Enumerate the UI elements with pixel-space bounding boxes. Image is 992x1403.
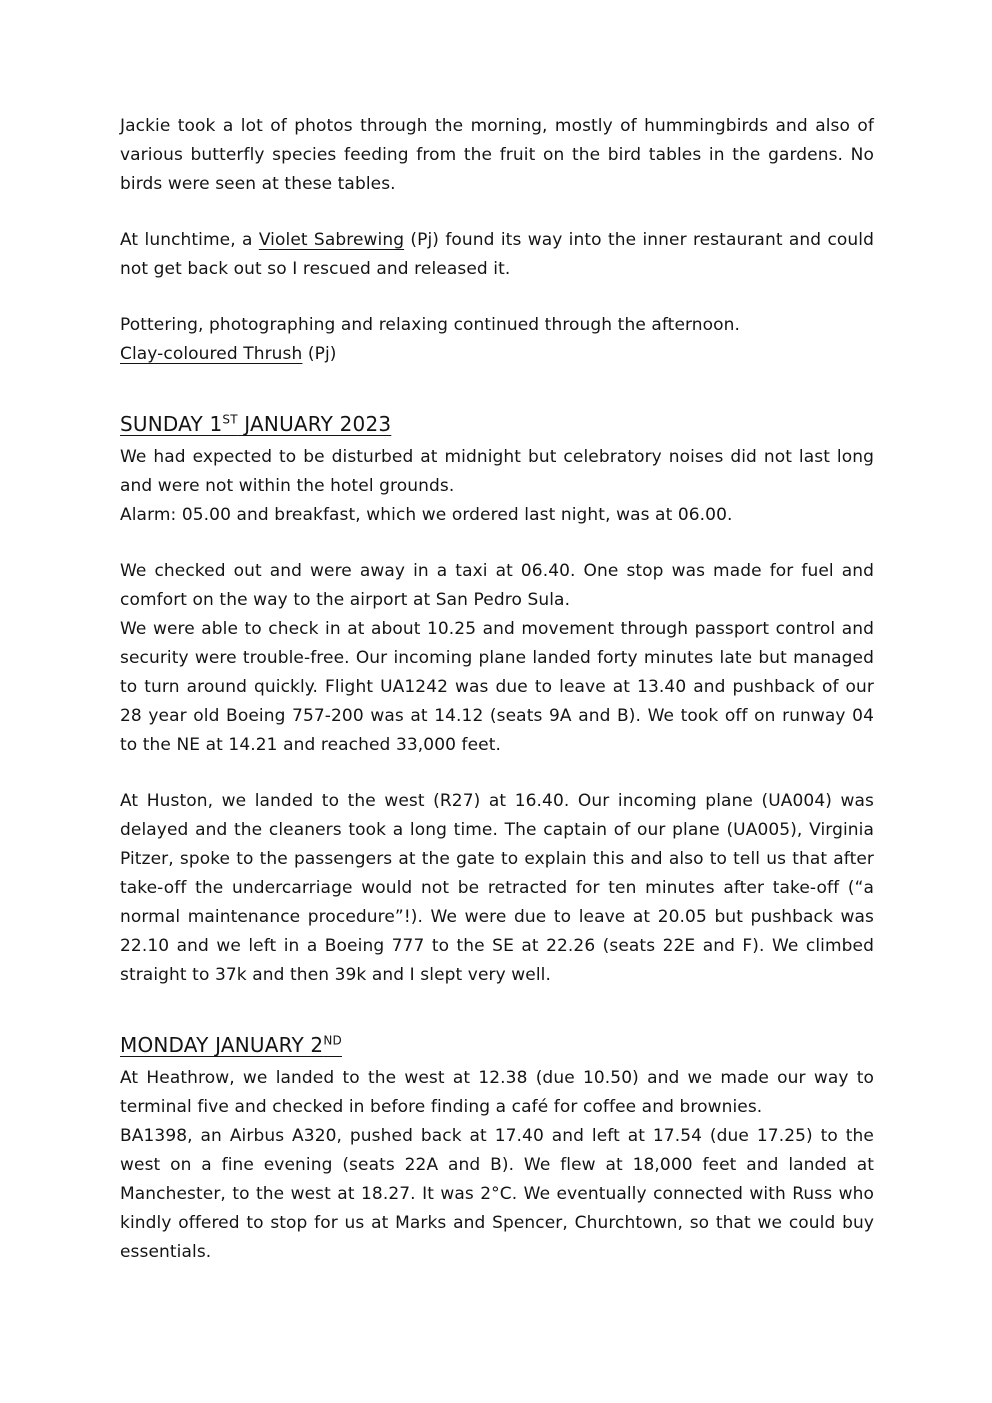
ordinal-superscript: ST (222, 412, 238, 427)
paragraph-text: BA1398, an Airbus A320, pushed back at 17.40 and left at 17.54 (due 17.25) to the west on a fine evening (seats 22A and B). We flew at 18,000 feet and landed at Manchester, to the west at 18.27. It was 2°C. We eventually connected with Russ who kindly offered to stop for us at Marks and Spencer, Churchtown, so that we could buy essentials. (120, 1126, 874, 1262)
paragraph-violet-sabrewing (120, 226, 874, 284)
paragraph-text: At Heathrow, we landed to the west at 12.38 (due 10.50) and we made our way to terminal five and checked in before finding a café for coffee and brownies. (120, 1068, 874, 1117)
heading-text: JANUARY 2023 (237, 412, 392, 436)
paragraph-text: Alarm: 05.00 and breakfast, which we ordered last night, was at 06.00. (120, 505, 733, 525)
paragraph-text (120, 226, 874, 284)
paragraph-text: We had expected to be disturbed at midnight but celebratory noises did not last long and were not within the hotel grounds. (120, 447, 874, 496)
species-name-violet-sabrewing: Violet Sabrewing (258, 230, 405, 250)
paragraph-text: Jackie took a lot of photos through the morning, mostly of hummingbirds and also of various butterfly species feeding from the fruit on the bird tables in the gardens. No birds were seen at these tables. (120, 116, 874, 194)
paragraph-huston (120, 787, 874, 990)
heading-underline (120, 412, 391, 436)
text-segment: At lunchtime, a (120, 230, 259, 250)
heading-underline (120, 1033, 342, 1057)
paragraph-text: Pottering, photographing and relaxing continued through the afternoon. (120, 315, 741, 335)
heading-text: SUNDAY 1 (120, 412, 223, 436)
paragraph-morning-photos (120, 112, 874, 199)
paragraph-midnight (120, 443, 874, 530)
heading-text: MONDAY JANUARY 2 (120, 1033, 324, 1057)
paragraph-text (120, 340, 874, 369)
heading-sunday-1st-january-2023 (120, 409, 874, 439)
paragraph-heathrow (120, 1064, 874, 1267)
paragraph-text: We checked out and were away in a taxi at 06.40. One stop was made for fuel and comfort on the way to the airport at San Pedro Sula. (120, 561, 874, 610)
heading-monday-january-2nd (120, 1030, 874, 1060)
ordinal-superscript: ND (323, 1033, 342, 1048)
text-segment: (Pj) (302, 344, 337, 364)
paragraph-text: We were able to check in at about 10.25 and movement through passport control and security were trouble-free. Our incoming plane landed forty minutes late but managed to turn around quickly. Flight UA1242 was due to leave at 13.40 and pushback of our 28 year old Boeing 757-200 was at 14.12 (seats 9A and B). We took off on runway 04 to the NE at 14.21 and reached 33,000 feet. (120, 619, 874, 755)
paragraph-checkout-flight (120, 557, 874, 760)
text-segment: (Pj) found its way into the inner restaurant and could not get back out so I rescued and released it. (120, 230, 875, 279)
paragraph-text: At Huston, we landed to the west (R27) at 16.40. Our incoming plane (UA004) was delayed and the cleaners took a long time. The captain of our plane (UA005), Virginia Pitzer, spoke to the passengers at the gate to explain this and also to tell us that after take-off the undercarriage would not be retracted for ten minutes after take-off (“a normal maintenance procedure”!). We were due to leave at 20.05 but pushback was 22.10 and we left in a Boeing 777 to the SE at 22.26 (seats 22E and F). We climbed straight to 37k and then 39k and I slept very well. (120, 791, 874, 985)
paragraph-pottering (120, 311, 874, 369)
species-name-clay-coloured-thrush: Clay-coloured Thrush (120, 344, 303, 364)
